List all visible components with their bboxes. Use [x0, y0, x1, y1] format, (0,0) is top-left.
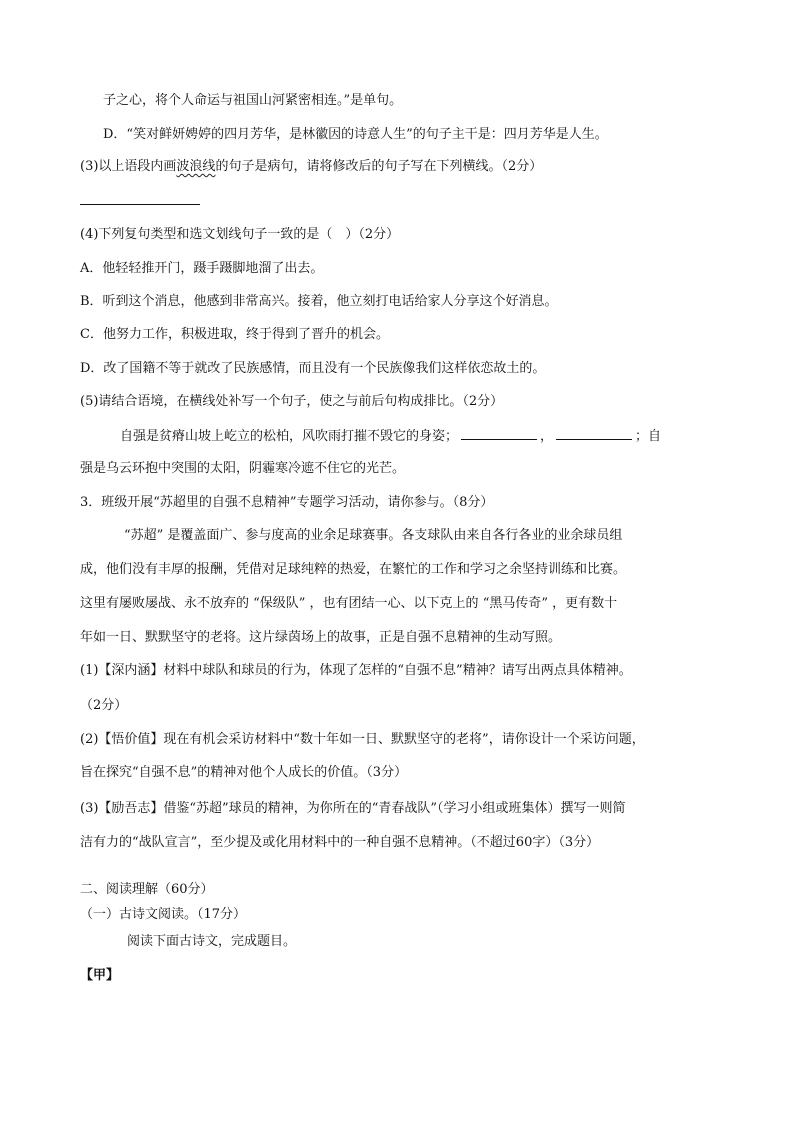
question-5-text-line-2: 强是乌云环抱中突围的太阳，阴霾寒冷遮不住它的光芒。 [80, 461, 406, 476]
q5-semicolon: ；自 [635, 429, 662, 444]
material-line-4: 年如一日、默默坚守的老将。这片绿茵场上的故事，正是自强不息精神的生动写照。 [80, 630, 562, 645]
fill-blank-1[interactable] [461, 427, 537, 440]
subquestion-2-line-1: (2)【悟价值】现在有机会采访材料中“数十年如一日、默默坚守的老将”，请你设计一个采访问题， [80, 732, 645, 747]
material-line-3: 这里有屡败屡战、永不放弃的 “保级队” ，也有团结一心、以下克上的 “黑马传奇” ，更有数十 [80, 596, 618, 611]
subquestion-2-line-2: 旨在探究“自强不息”的精神对他个人成长的价值。（3分） [80, 765, 408, 780]
answer-line[interactable] [80, 204, 200, 205]
option-d-line: D．“笑对鲜妍娉婷的四月芳华，是林徽因的诗意人生”的句子主干是：四月芳华是人生。 [103, 127, 608, 142]
question-3 [80, 158, 542, 176]
question-4: (4)下列复句类型和选文划线句子一致的是（ ）（2分） [80, 227, 400, 242]
subquestion-1-score: （2分） [80, 698, 128, 713]
option-a: A．他轻轻推开门，蹑手蹑脚地溜了出去。 [80, 261, 324, 276]
subquestion-3-line-1: (3)【励吾志】借鉴“苏超”球员的精神，为你所在的“青春战队”（学习小组或班集体）撰写一则简 [80, 801, 626, 816]
wavy-underline-term: 波浪线 [176, 159, 216, 174]
section-2-subheading: （一）古诗文阅读。（17分） [80, 907, 247, 922]
section-3-title: 3．班级开展“苏超里的自强不息精神”专题学习活动，请你参与。（8分） [80, 495, 494, 510]
text-line: 子之心，将个人命运与祖国山河紧密相连。”是单句。 [103, 93, 403, 108]
subquestion-3-line-2: 洁有力的“战队宣言”，至少提及或化用材料中的一种自强不息精神。（不超过60字）（3分） [80, 835, 600, 850]
fill-blank-2[interactable] [556, 427, 632, 440]
question-3-suffix: 的句子是病句，请将修改后的句子写在下列横线。（2分） [215, 159, 543, 174]
question-5-text-line-1 [120, 427, 661, 446]
passage-label-jia: 【甲】 [80, 968, 120, 983]
question-5: (5)请结合语境，在横线处补写一个句子，使之与前后句构成排比。（2分） [80, 394, 504, 409]
question-3-prefix: (3)以上语段内画 [80, 159, 177, 174]
q5-text-a: 自强是贫瘠山坡上屹立的松柏，风吹雨打摧不毁它的身姿； [120, 429, 459, 444]
section-2-heading: 二、阅读理解（60分） [80, 882, 214, 897]
q5-comma: ， [540, 429, 554, 444]
material-line-2: 成，他们没有丰厚的报酬，凭借对足球纯粹的热爱，在繁忙的工作和学习之余坚持训练和比赛。 [80, 562, 627, 577]
option-c: C．他努力工作，积极进取，终于得到了晋升的机会。 [80, 327, 389, 342]
option-b: B．听到这个消息，他感到非常高兴。接着，他立刻打电话给家人分享这个好消息。 [80, 294, 558, 309]
option-d: D．改了国籍不等于就改了民族感情，而且没有一个民族像我们这样依恋故土的。 [80, 361, 546, 376]
material-line-1: “苏超” 是覆盖面广、参与度高的业余足球赛事。各支球队由来自各行各业的业余球员组 [124, 528, 623, 543]
subquestion-1: (1)【深内涵】材料中球队和球员的行为，体现了怎样的“自强不息”精神？请写出两点具体精神。 [80, 663, 632, 678]
instruction: 阅读下面古诗文，完成题目。 [127, 934, 297, 949]
